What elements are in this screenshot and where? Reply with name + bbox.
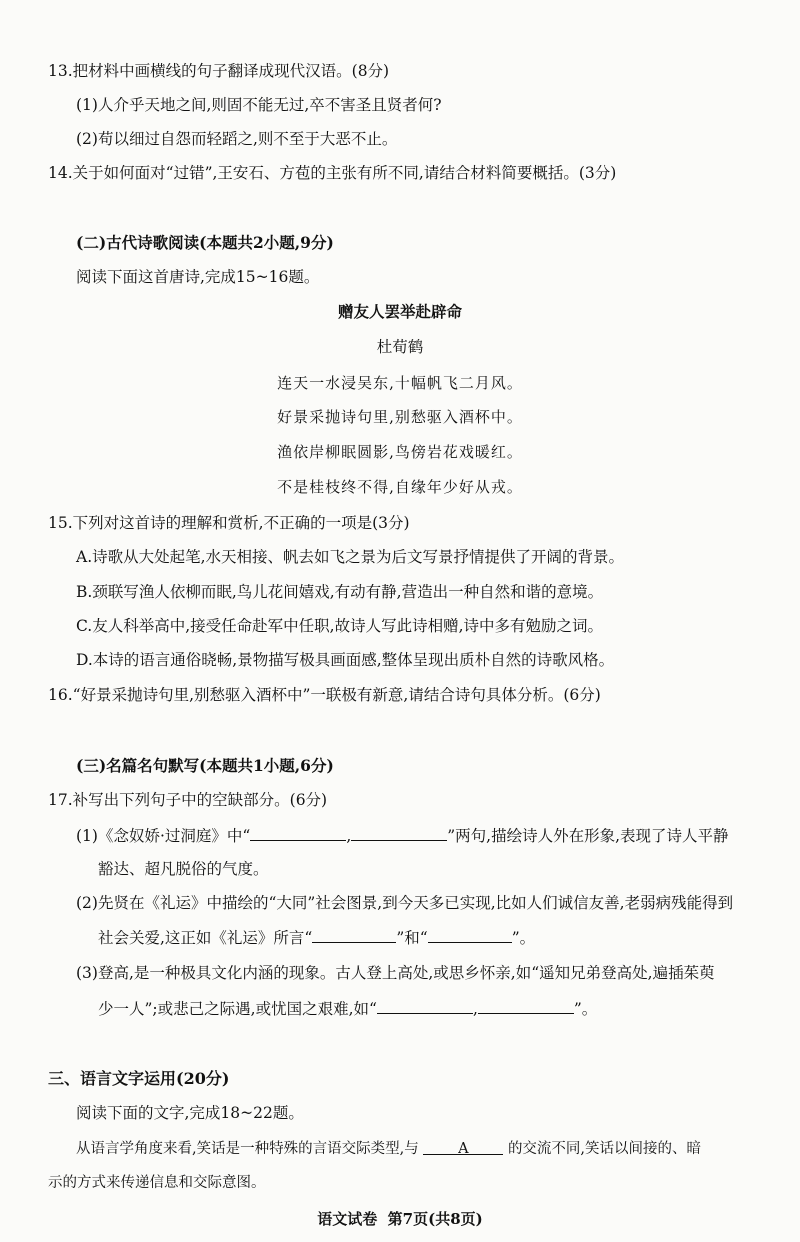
section-2-title: (二)古代诗歌阅读(本题共2小题,9分) <box>76 233 334 252</box>
q13-sentence-2: (2)苟以细过自怨而轻蹈之,则不至于大恶不止。 <box>76 130 398 148</box>
part-3-title: 三、语言文字运用(20分) <box>48 1069 230 1088</box>
poem-title: 赠友人罢举赴辟命 <box>337 302 462 321</box>
q17-stem: 17.补写出下列句子中的空缺部分。(6分) <box>48 791 328 809</box>
q15-option-b: B.颈联写渔人依柳而眠,鸟儿花间嬉戏,有动有静,营造出一种自然和谐的意境。 <box>76 583 604 601</box>
section-3-title: (三)名篇名句默写(本题共1小题,6分) <box>76 756 334 775</box>
q17-item-3-sep: , <box>472 1000 478 1018</box>
paragraph-text: 的交流不同,笑话以间接的、暗 <box>507 1141 702 1157</box>
answer-blank[interactable] <box>428 926 512 943</box>
q13-stem: 13.把材料中画横线的句子翻译成现代汉语。(8分) <box>48 62 390 80</box>
q15-option-c: C.友人科举高中,接受任命赴军中任职,故诗人写此诗相赠,诗中多有勉励之词。 <box>76 617 604 635</box>
part-3-paragraph-line-1 <box>76 1138 701 1160</box>
q15-option-d: D.本诗的语言通俗晓畅,景物描写极具画面感,整体呈现出质朴自然的诗歌风格。 <box>76 651 615 669</box>
q17-item-2-cont <box>98 926 535 949</box>
answer-blank[interactable] <box>312 926 396 943</box>
answer-blank[interactable] <box>351 824 447 841</box>
q17-item-2: (2)先贤在《礼运》中描绘的“大同”社会图景,到今天多已实现,比如人们诚信友善,老弱病残能得到 <box>76 894 734 912</box>
paragraph-text: 从语言学角度来看,笑话是一种特殊的言语交际类型,与 <box>76 1141 419 1157</box>
section-2-intro: 阅读下面这首唐诗,完成15~16题。 <box>76 268 320 286</box>
q17-item-1 <box>76 824 729 847</box>
q17-item-1-cont: 豁达、超凡脱俗的气度。 <box>98 860 269 878</box>
part-3-intro: 阅读下面的文字,完成18~22题。 <box>76 1104 304 1122</box>
poem-line: 渔依岸柳眠圆影,鸟傍岩花戏暖红。 <box>277 443 523 461</box>
q17-item-1-suffix: ”两句,描绘诗人外在形象,表现了诗人平静 <box>447 827 729 845</box>
q17-item-2-prefix: 社会关爱,这正如《礼运》所言“ <box>98 929 313 947</box>
poem-line: 不是桂枝终不得,自缘年少好从戎。 <box>277 478 523 496</box>
q13-sentence-1: (1)人介乎天地之间,则固不能无过,卒不害圣且贤者何? <box>76 96 442 114</box>
q15-stem: 15.下列对这首诗的理解和赏析,不正确的一项是(3分) <box>48 514 410 532</box>
q15-option-a: A.诗歌从大处起笔,水天相接、帆去如飞之景为后文写景抒情提供了开阔的背景。 <box>76 548 625 566</box>
answer-blank[interactable] <box>478 997 574 1014</box>
q16-stem: 16.“好景采抛诗句里,别愁驱入酒杯中”一联极有新意,请结合诗句具体分析。(6分) <box>48 686 601 704</box>
answer-blank[interactable] <box>377 997 473 1014</box>
q17-item-2-end: ”。 <box>511 929 536 947</box>
part-3-paragraph-line-2: 示的方式来传递信息和交际意图。 <box>48 1175 266 1191</box>
q14-stem: 14.关于如何面对“过错”,王安石、方苞的主张有所不同,请结合材料简要概括。(3分) <box>48 164 617 182</box>
blank-a[interactable]: A <box>423 1138 503 1155</box>
q17-item-3-prefix: 少一人”;或悲己之际遇,或忧国之艰难,如“ <box>98 1000 377 1018</box>
q17-item-1-sep: , <box>346 827 352 845</box>
poem-author: 杜荀鹤 <box>376 338 424 356</box>
poem-line: 好景采抛诗句里,别愁驱入酒杯中。 <box>277 408 523 426</box>
poem-line: 连天一水浸吴东,十幅帆飞二月风。 <box>277 374 523 392</box>
page-footer: 语文试卷 第7页(共8页) <box>317 1210 483 1228</box>
q17-item-1-prefix: (1)《念奴娇·过洞庭》中“ <box>76 827 251 845</box>
q17-item-2-mid: ”和“ <box>396 929 428 947</box>
q17-item-3-cont <box>98 997 597 1020</box>
q17-item-3-end: ”。 <box>573 1000 598 1018</box>
q17-item-3: (3)登高,是一种极具文化内涵的现象。古人登上高处,或思乡怀亲,如“遥知兄弟登高处,遍插茱萸 <box>76 964 715 982</box>
answer-blank[interactable] <box>250 824 346 841</box>
